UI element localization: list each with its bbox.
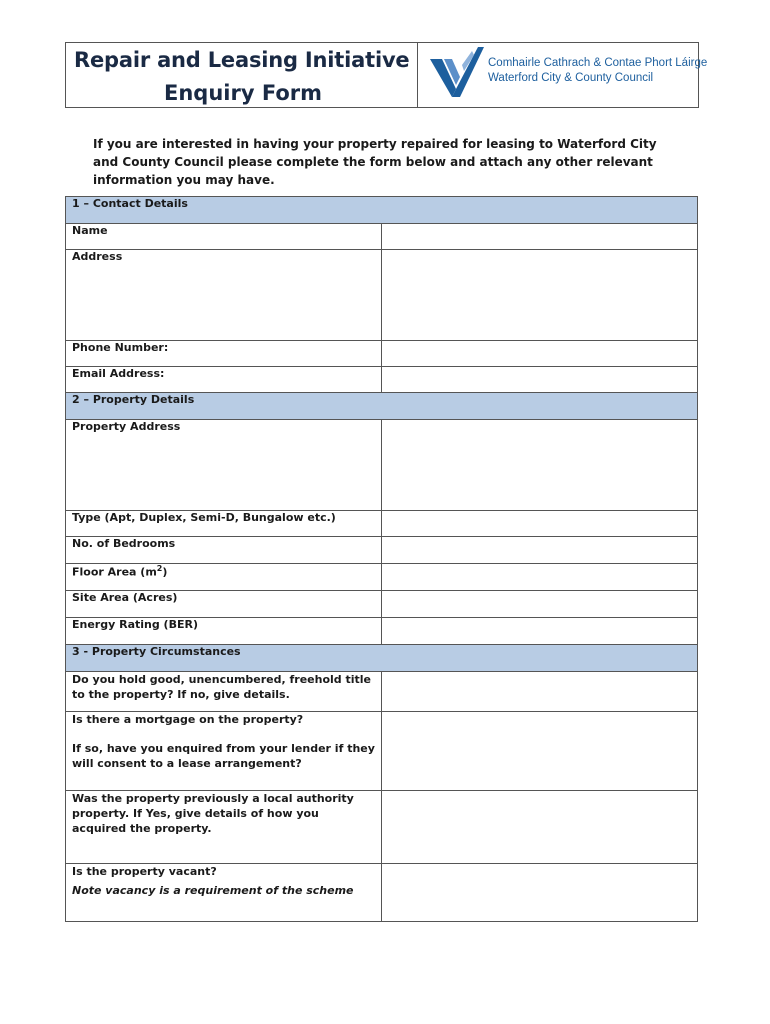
mortgage-question <box>66 712 382 791</box>
floor-area-label <box>66 564 382 591</box>
address-field[interactable] <box>382 250 698 341</box>
form-title-line1: Repair and Leasing Initiative <box>74 48 410 72</box>
energy-rating-field[interactable] <box>382 618 698 645</box>
bedrooms-field[interactable] <box>382 537 698 564</box>
lender-question-text: If so, have you enquired from your lender if they will consent to a lease arrangement? <box>72 742 375 770</box>
local-authority-question <box>66 791 382 864</box>
form-header <box>65 42 708 108</box>
mortgage-question-text: Is there a mortgage on the property? <box>72 713 304 726</box>
email-label: Email Address: <box>66 367 382 393</box>
floor-area-close: ) <box>162 565 168 579</box>
energy-rating-label: Energy Rating (BER) <box>66 618 382 645</box>
email-field[interactable] <box>382 367 698 393</box>
form-title-line2: Enquiry Form <box>164 81 322 105</box>
site-area-field[interactable] <box>382 591 698 618</box>
mortgage-answer-field[interactable] <box>382 712 698 791</box>
enquiry-form-table <box>65 196 698 922</box>
freehold-answer-field[interactable] <box>382 672 698 712</box>
phone-label: Phone Number: <box>66 341 382 367</box>
property-address-field[interactable] <box>382 420 698 511</box>
local-authority-answer-field[interactable] <box>382 791 698 864</box>
section-property-circumstances: 3 - Property Circumstances <box>66 645 698 672</box>
bedrooms-label: No. of Bedrooms <box>66 537 382 564</box>
vacant-answer-field[interactable] <box>382 864 698 922</box>
freehold-question-text: Do you hold good, unencumbered, freehold title to the property? If no, give details. <box>72 673 372 701</box>
logo-text-english: Waterford City & County Council <box>488 72 654 84</box>
property-type-label: Type (Apt, Duplex, Semi-D, Bungalow etc.) <box>66 511 382 537</box>
waterford-council-logo-icon <box>428 45 486 99</box>
mortgage-spacer <box>72 727 375 741</box>
local-authority-question-text: Was the property previously a local authority property. If Yes, give details of how you acquired the property. <box>72 792 354 835</box>
freehold-question <box>66 672 382 712</box>
title-box <box>66 43 418 107</box>
vacancy-note: Note vacancy is a requirement of the scheme <box>72 884 354 897</box>
logo-text-irish: Comhairle Cathrach & Contae Phort Láirge <box>488 57 708 69</box>
address-label: Address <box>66 250 382 341</box>
section-contact-details: 1 – Contact Details <box>66 197 698 224</box>
property-address-label: Property Address <box>66 420 382 511</box>
intro-paragraph: If you are interested in having your property repaired for leasing to Waterford City and County Council please complete the form below and attach any other relevant information you may have. <box>93 137 657 187</box>
floor-area-field[interactable] <box>382 564 698 591</box>
vacant-question <box>66 864 382 922</box>
site-area-label: Site Area (Acres) <box>66 591 382 618</box>
floor-area-superscript: 2 <box>156 564 163 573</box>
section-property-details: 2 – Property Details <box>66 393 698 420</box>
name-field[interactable] <box>382 224 698 250</box>
name-label: Name <box>66 224 382 250</box>
council-logo <box>426 45 708 105</box>
property-type-field[interactable] <box>382 511 698 537</box>
vacant-question-text: Is the property vacant? <box>72 865 217 878</box>
floor-area-text: Floor Area (m <box>72 565 157 579</box>
phone-field[interactable] <box>382 341 698 367</box>
